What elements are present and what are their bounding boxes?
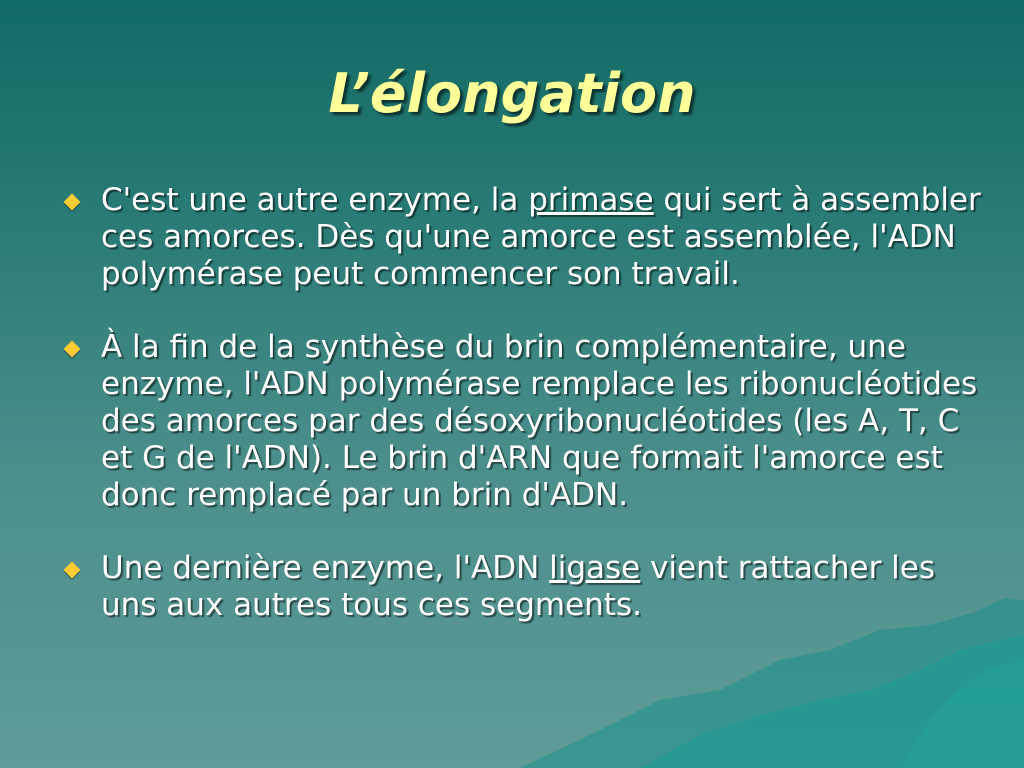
diamond-bullet-icon [64, 562, 81, 579]
bullet-text: C'est une autre enzyme, la [101, 182, 529, 218]
bullet-item [60, 182, 990, 293]
primase-link[interactable]: primase [528, 182, 654, 218]
diamond-bullet-icon [64, 194, 81, 211]
bullet-text: qui sert à assembler ces amorces. Dès qu'une amorce est assemblée, l'ADN polymérase peut commencer son travail. [101, 182, 981, 292]
bullet-list [60, 182, 990, 624]
diamond-bullet-icon [64, 341, 81, 358]
bullet-item [60, 550, 990, 624]
bullet-item [60, 329, 990, 514]
ligase-link[interactable]: ligase [549, 550, 641, 586]
slide-title: L’élongation [328, 62, 696, 125]
bullet-text: vient rattacher les uns aux autres tous ces segments. [101, 550, 936, 623]
bullet-text: À la fin de la synthèse du brin complémentaire, une enzyme, l'ADN polymérase remplace les ribonucléotides des amorces par des désoxyribonucléotides (les A, T, C et G de l'ADN). Le brin d'ARN que formait l'amorce est donc remplacé par un brin d'ADN. [101, 329, 978, 513]
bullet-text: Une dernière enzyme, l'ADN [101, 550, 550, 586]
